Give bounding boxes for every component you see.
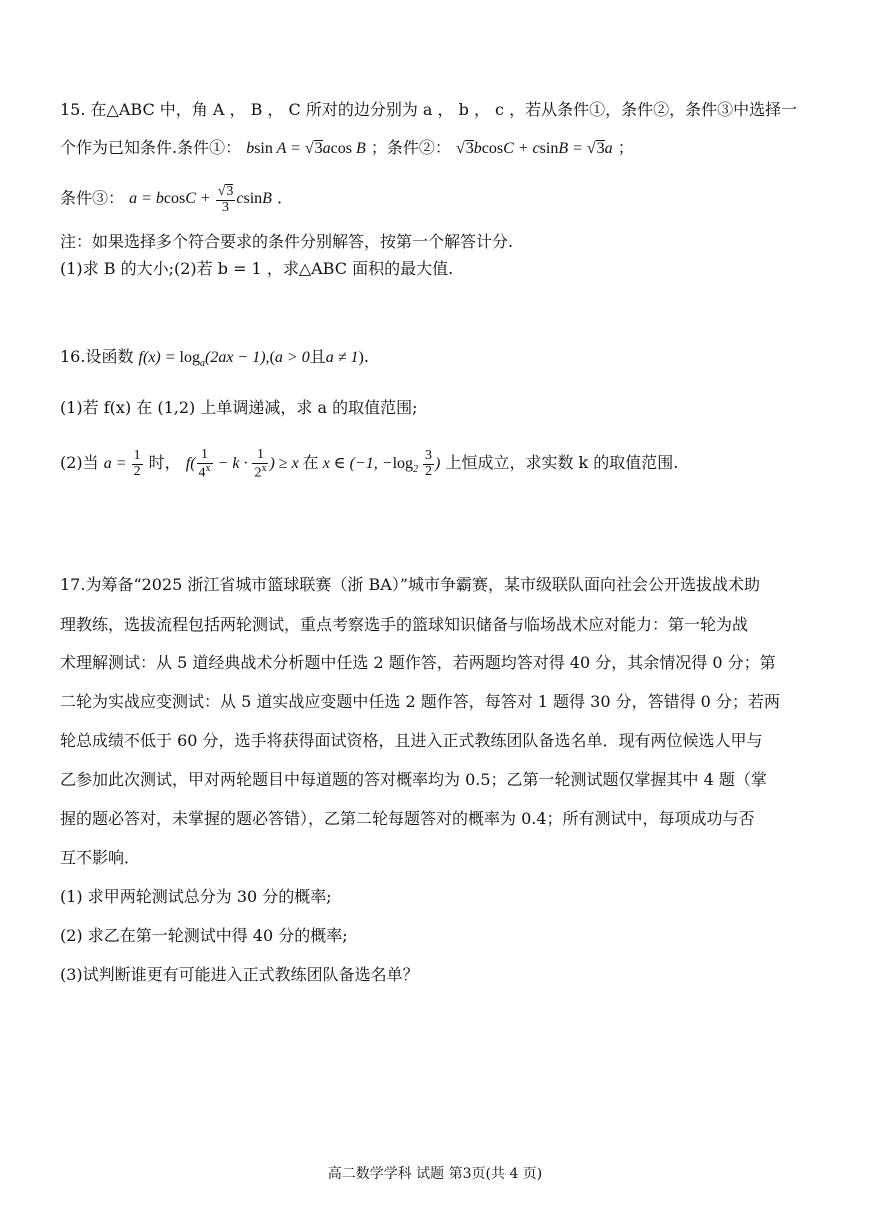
page-footer: 高二数学学科 试题 第3页(共 4 页)	[327, 1166, 543, 1182]
q17-line-8: 互不影响．	[60, 848, 141, 867]
q17-line-1: 17.为筹备“2025 浙江省城市篮球联赛（浙 BA）”城市争霸赛，某市级联队面向社会公开选拔战术助	[60, 575, 761, 594]
q16-line-1-prefix: 16.设函数	[60, 347, 134, 366]
q17-subquestion-3: (3)试判断谁更有可能进入正式教练团队备选名单？	[60, 965, 419, 984]
q15-line-3: 条件③： a = bcosC + $\frac{√3}{3}$ csinB .	[60, 184, 283, 215]
q16-line-1: 16.设函数 $f(x) = \log_a(2ax - 1),(a > 0$且a ≠ 1).	[60, 347, 369, 370]
q16-line-3	[60, 448, 678, 481]
q17-line-3: 术理解测试：从 5 道经典战术分析题中任选 2 题作答，若两题均答对得 40 分，其余情况得 0 分；第	[60, 653, 776, 672]
q16-line-3-suffix: 上恒成立，求实数 k 的取值范围.	[445, 453, 679, 473]
q15-line-2-mid: ；条件②：	[370, 138, 451, 157]
condition-2-formula: √3bcosC + csinB = √3a	[455, 140, 613, 157]
q15-line-3-prefix: 条件③：	[60, 188, 125, 208]
condition-1-formula: bsin A = √3acos B	[246, 140, 366, 157]
q16-part-1: (1)若 f(x) 在 (1,2) 上单调递减，求 a 的取值范围;	[60, 398, 418, 417]
q17-subquestion-1: (1) 求甲两轮测试总分为 30 分的概率;	[60, 887, 332, 906]
q16-line-3-mid: 时，	[148, 453, 181, 473]
q15-line-1: 15. 在△ABC 中，角 A ， B ， C 所对的边分别为 a ， b ， c ，若从条件①，条件②，条件③中选择一	[60, 100, 798, 119]
q16-inequality: f( $\frac{1}{4^x}$ − k · $\frac{1}{2^x}$ ) ≥ x 在 x ∈ (−1, $-\log_2$ $\frac{3}{2}$ )	[185, 447, 441, 481]
condition-3-formula: a = bcosC + $\frac{√3}{3}$ csinB	[129, 184, 272, 215]
q17-line-2: 理教练，选拔流程包括两轮测试，重点考察选手的篮球知识储备与临场战术应对能力：第一轮为战	[60, 615, 749, 634]
q17-line-4: 二轮为实战应变测试：从 5 道实战应变题中任选 2 题作答，每答对 1 题得 30 分，答错得 0 分；若两	[60, 692, 780, 711]
q15-subquestions: (1)求 B 的大小;(2)若 b = 1 ，求△ABC 面积的最大值.	[60, 259, 454, 278]
q15-line-2: 个作为已知条件.条件①： bsin A = √3acos B ；条件②： √3bcosC + csinB = √3a ；	[60, 138, 634, 157]
q17-line-6: 乙参加此次测试，甲对两轮题目中每道题的答对概率均为 0.5；乙第一轮测试题仅掌握其中 4 题（掌	[60, 770, 767, 789]
q17-subquestion-2: (2) 求乙在第一轮测试中得 40 分的概率;	[60, 926, 348, 945]
q17-line-5: 轮总成绩不低于 60 分，选手将获得面试资格，且进入正式教练团队备选名单．现有两位候选人甲与	[60, 731, 763, 750]
q15-note: 注：如果选择多个符合要求的条件分别解答，按第一个解答计分.	[60, 232, 514, 251]
q17-line-7: 握的题必答对，未掌握的题必答错），乙第二轮每题答对的概率为 0.4；所有测试中，每项成功与否	[60, 809, 755, 828]
q16-function-definition: $f(x) = \log_a(2ax - 1),(a > 0$且a ≠ 1)	[138, 349, 364, 370]
q16-a-value: a = $\frac{1}{2}$	[103, 448, 141, 480]
q15-line-2-prefix: 个作为已知条件.条件①：	[60, 138, 242, 157]
q16-line-3-prefix: (2)当	[60, 453, 99, 473]
